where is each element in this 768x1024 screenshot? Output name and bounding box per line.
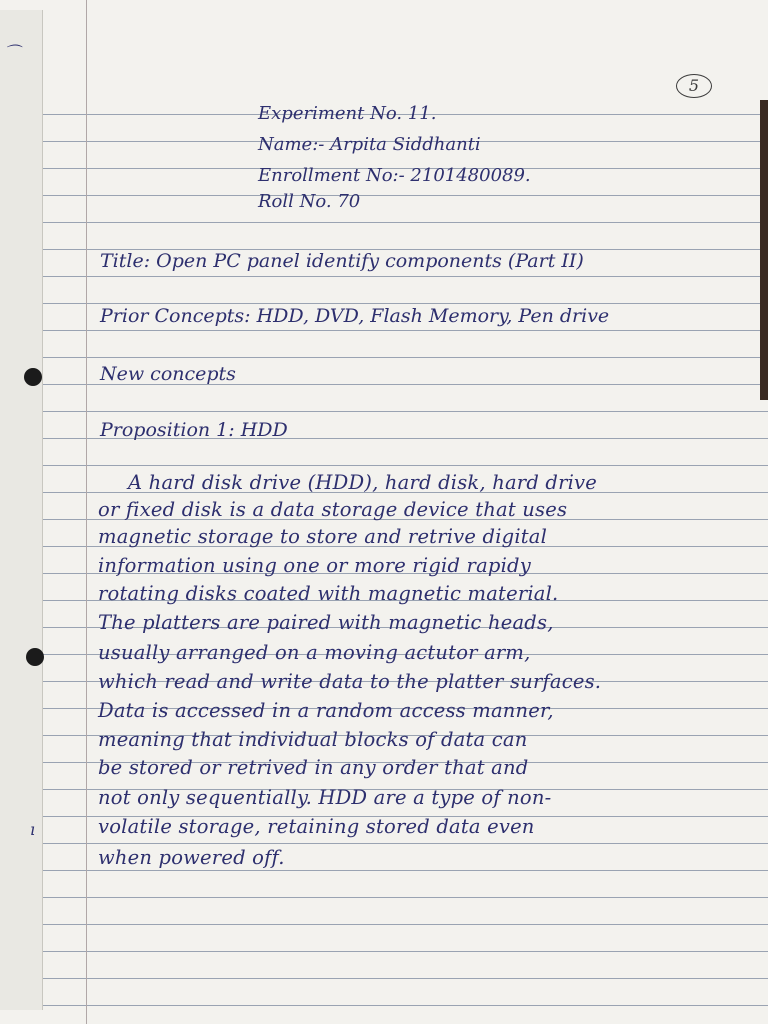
experiment-title: Title: Open PC panel identify components (Part II) xyxy=(100,250,584,272)
paragraph-line: rotating disks coated with magnetic material. xyxy=(98,582,559,605)
paragraph-line: which read and write data to the platter surfaces. xyxy=(98,670,602,693)
paragraph-line: usually arranged on a moving actutor arm, xyxy=(98,641,531,664)
page-edge-shadow xyxy=(760,100,768,400)
paragraph-line: information using one or more rigid rapidy xyxy=(98,554,531,577)
paragraph-line: A hard disk drive (HDD), hard disk, hard drive xyxy=(128,471,598,494)
paragraph-line: not only sequentially. HDD are a type of non- xyxy=(98,786,552,809)
paragraph-line: Data is accessed in a random access manner, xyxy=(98,699,554,722)
left-page-ink-mark: ı xyxy=(30,820,36,839)
paragraph-line: or fixed disk is a data storage device that uses xyxy=(98,498,568,521)
student-name: Name:- Arpita Siddhanti xyxy=(258,134,481,155)
paragraph-line: meaning that individual blocks of data can xyxy=(98,728,528,751)
paragraph-line: when powered off. xyxy=(98,846,285,869)
proposition-heading: Proposition 1: HDD xyxy=(100,419,288,441)
enrollment-number: Enrollment No:- 2101480089. xyxy=(258,165,531,186)
paragraph-line: The platters are paired with magnetic heads, xyxy=(98,611,554,634)
experiment-number: Experiment No. 11. xyxy=(258,103,437,124)
margin-line xyxy=(86,0,87,1024)
page-number: 5 xyxy=(676,74,712,98)
paragraph-line: magnetic storage to store and retrive digital xyxy=(98,525,548,548)
left-page-edge xyxy=(0,10,43,1010)
binder-hole xyxy=(26,648,44,666)
binder-hole xyxy=(24,368,42,386)
new-concepts-heading: New concepts xyxy=(100,363,236,385)
paragraph-line: volatile storage, retaining stored data even xyxy=(98,815,535,838)
paragraph-line: be stored or retrived in any order that and xyxy=(98,756,529,779)
roll-number: Roll No. 70 xyxy=(258,191,361,212)
prior-concepts: Prior Concepts: HDD, DVD, Flash Memory, Pen drive xyxy=(100,305,610,327)
page-top-margin xyxy=(0,0,768,88)
left-page-ink-mark: ⌒ xyxy=(4,43,21,62)
